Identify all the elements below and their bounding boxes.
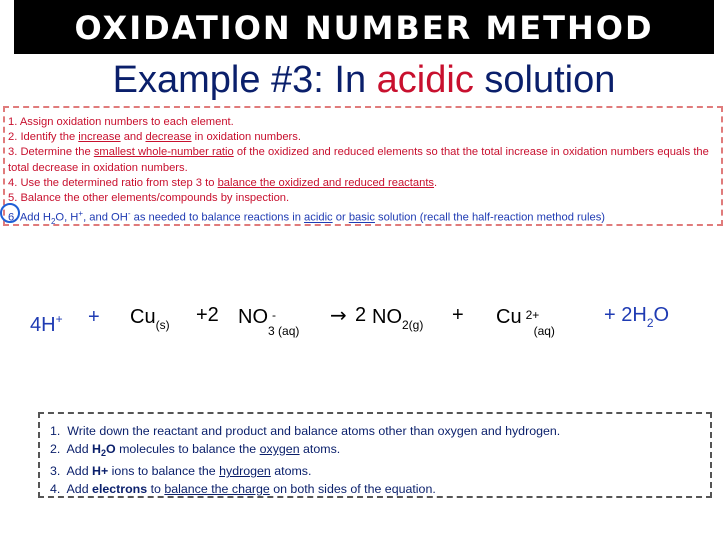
- eq-no2: $NO_{2(g)}$: [372, 306, 424, 332]
- eq-coef-no2: 2: [355, 304, 367, 326]
- rule-1: 1. Write down the reactant and product and balance atoms other than oxygen and hydrogen.: [50, 424, 561, 438]
- subtitle-suffix: solution: [473, 59, 616, 101]
- step-1: 1. Assign oxidation numbers to each element.: [8, 116, 234, 128]
- eq-plus-2: +: [452, 304, 464, 326]
- eq-cu: $Cu_{(s)}$: [130, 306, 170, 332]
- rule-2: 2. Add $H_2O$ molecules to balance the oxygen atoms.: [50, 442, 341, 458]
- subtitle-highlight: acidic: [376, 59, 474, 101]
- acidic-rules-list: [50, 422, 700, 498]
- steps-list: [8, 115, 720, 229]
- slide-title: OXIDATION NUMBER METHOD: [74, 9, 654, 47]
- slide-subtitle: [0, 56, 728, 104]
- rule-4: 4. Add electrons to balance the charge on both sides of the equation.: [50, 482, 436, 496]
- eq-coef-no3: +2: [196, 304, 219, 326]
- step-5: 5. Balance the other elements/compounds by inspection.: [8, 192, 290, 205]
- eq-no3: NO - 3 (aq): [238, 306, 300, 338]
- eq-h-plus: 4H+: [30, 312, 63, 336]
- eq-plus-1: +: [88, 306, 100, 328]
- eq-water: + $2H_2O$: [604, 304, 670, 330]
- step-4: 4. Use the determined ratio from step 3 to balance the oxidized and reduced reactants.: [8, 176, 438, 189]
- subtitle-prefix: Example #3: In: [112, 59, 377, 101]
- chemical-equation: [0, 300, 728, 344]
- step-3: 3. Determine the smallest whole-number ratio of the oxidized and reduced elements so that the total increase in oxidation numbers equals the total decrease in oxidation numbers.: [8, 146, 709, 174]
- step-6: 6. Add $H_2O$, H+, and OH- as needed to balance reactions in acidic or basic solution (recall the half-reaction method rules): [8, 209, 606, 227]
- rule-3: 3. Add H+ ions to balance the hydrogen atoms.: [50, 464, 312, 478]
- eq-arrow: →: [330, 303, 347, 327]
- step-2: 2. Identify the increase and decrease in oxidation numbers.: [8, 131, 301, 144]
- eq-cu2: Cu 2+ (aq): [496, 306, 555, 338]
- title-bar: [14, 0, 714, 54]
